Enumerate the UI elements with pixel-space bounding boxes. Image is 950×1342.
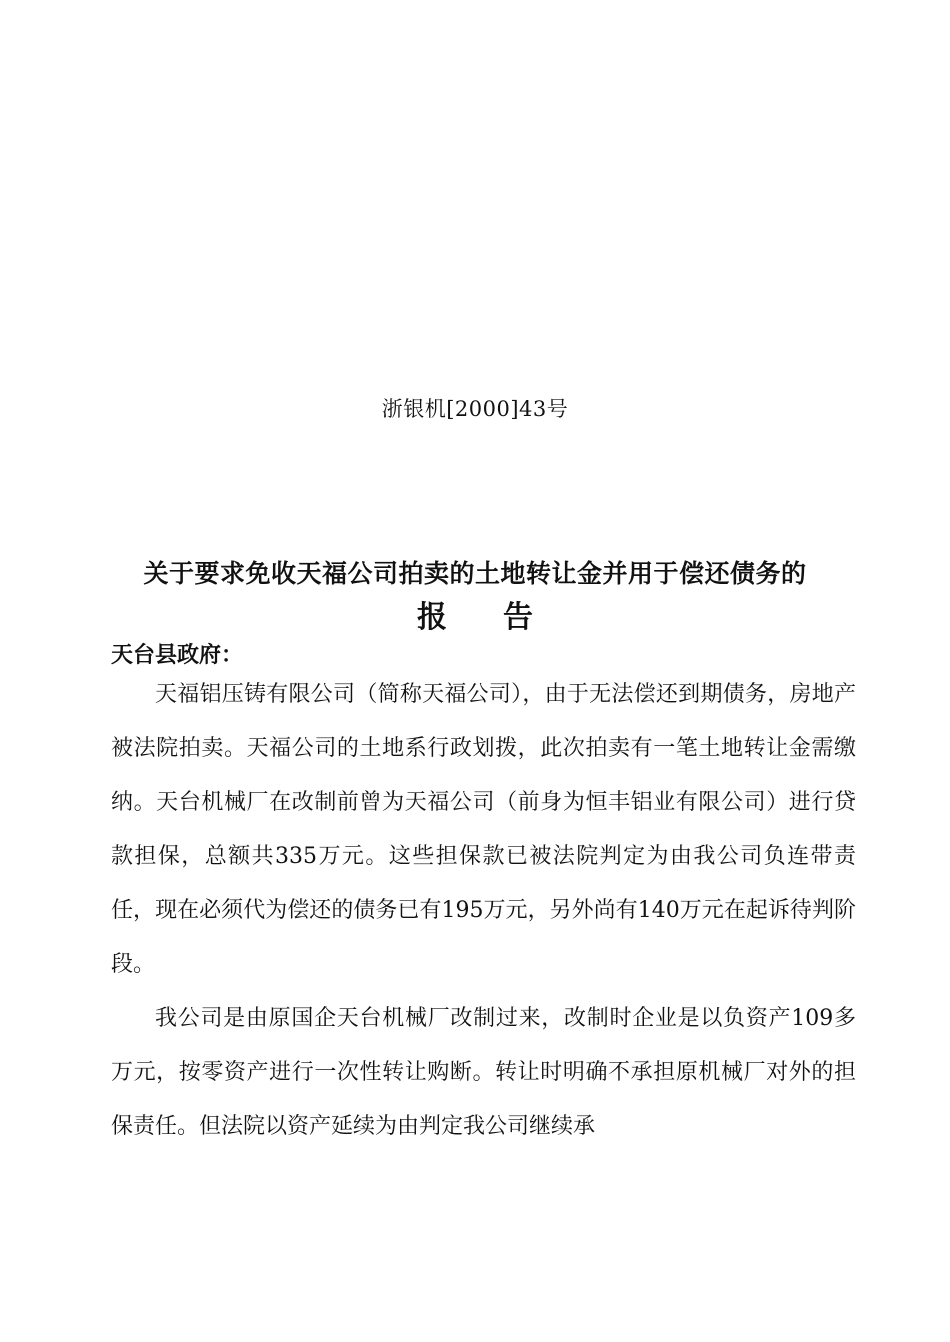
title-char-gao: 告 xyxy=(503,600,533,635)
body-paragraph-1: 天福铝压铸有限公司（简称天福公司），由于无法偿还到期债务，房地产被法院拍卖。天福公司的土地系行政划拨，此次拍卖有一笔土地转让金需缴纳。天台机械厂在改制前曾为天福公司（前身为恒丰铝业有限公司）进行贷款担保，总额共335万元。这些担保款已被法院判定为由我公司负连带责任，现在必须代为偿还的债务已有195万元，另外尚有140万元在起诉待判阶段。 xyxy=(111,682,856,977)
addressee: 天台县政府： xyxy=(111,642,244,668)
title-char-bao: 报 xyxy=(417,600,447,635)
document-number: 浙银机[2000]43号 xyxy=(381,397,569,421)
document-body xyxy=(111,668,856,1154)
body-paragraph-2: 我公司是由原国企天台机械厂改制过来，改制时企业是以负资产109多万元，按零资产进行一次性转让购断。转让时明确不承担原机械厂对外的担保责任。但法院以资产延续为由判定我公司继续承 xyxy=(111,1006,856,1139)
document-title: 关于要求免收天福公司拍卖的土地转让金并用于偿还债务的 xyxy=(143,559,807,588)
document-title-report xyxy=(0,592,950,636)
